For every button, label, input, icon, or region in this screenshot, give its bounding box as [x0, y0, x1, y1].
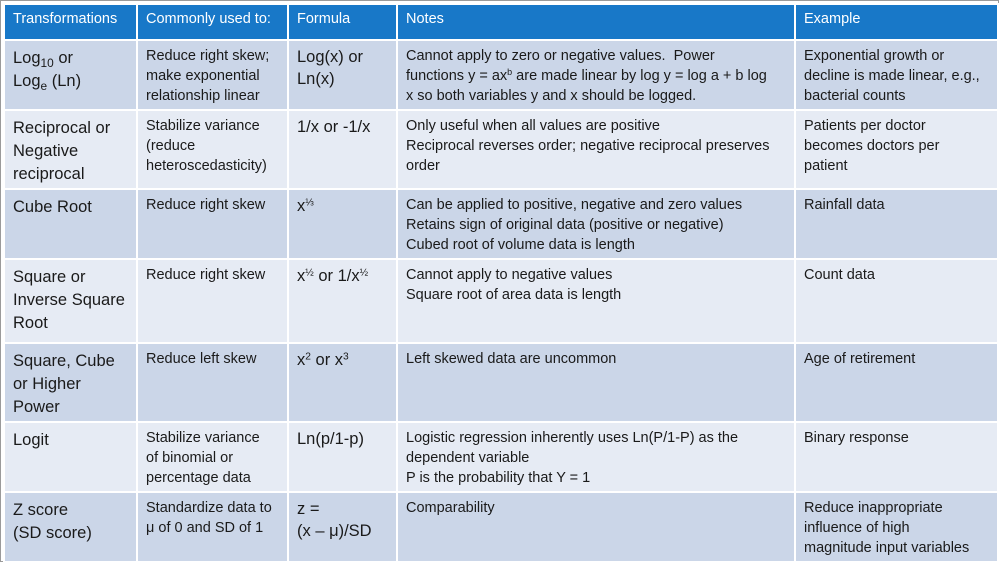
notes-cell: [397, 110, 795, 189]
transformation-line: or Higher: [13, 375, 81, 393]
transformation-line: reciprocal: [13, 165, 85, 183]
used-to-line: Reduce right skew: [146, 267, 266, 283]
transformation-cell: [4, 492, 137, 562]
notes-line: x so both variables y and x should be logged.: [406, 88, 697, 104]
used-to-cell: [137, 343, 288, 422]
table-row: [4, 40, 998, 110]
transformation-line: Square, Cube: [13, 352, 115, 370]
header-example: Example: [795, 4, 998, 40]
formula-part: x: [297, 351, 306, 369]
superscript: b: [507, 67, 513, 78]
formula-part: 1/x: [337, 267, 360, 285]
used-to-line: Reduce left skew: [146, 351, 257, 367]
used-to-cell: [137, 40, 288, 110]
example-line: becomes doctors per: [804, 138, 940, 154]
notes-line: Cubed root of volume data is length: [406, 237, 635, 253]
transformation-cell: [4, 343, 137, 422]
formula-cell: [288, 110, 397, 189]
formula-line: 1/x or -1/x: [297, 118, 371, 136]
formula-part: x: [297, 267, 306, 285]
header-commonly-used-to: Commonly used to:: [137, 4, 288, 40]
notes-line: order: [406, 158, 440, 174]
example-line: influence of high: [804, 520, 910, 536]
example-cell: [795, 189, 998, 259]
formula-line: Ln(x): [297, 70, 335, 88]
notes-line: Can be applied to positive, negative and zero values: [406, 197, 743, 213]
example-cell: [795, 422, 998, 492]
formula-cell: [288, 343, 397, 422]
table-row: [4, 189, 998, 259]
example-line: Rainfall data: [804, 197, 885, 213]
transformation-line: Root: [13, 314, 48, 332]
used-to-line: Stabilize variance: [146, 118, 260, 134]
transformation-line: Reciprocal or: [13, 119, 111, 137]
used-to-cell: [137, 422, 288, 492]
notes-cell: [397, 492, 795, 562]
example-line: Patients per doctor: [804, 118, 926, 134]
formula-base: x: [297, 197, 306, 215]
example-cell: [795, 343, 998, 422]
example-line: Count data: [804, 267, 875, 283]
formula-part: or: [310, 351, 335, 369]
superscript: ⅓: [305, 197, 314, 209]
transformation-line: Power: [13, 398, 60, 416]
notes-line: are made linear by log y = log a + b log: [512, 68, 767, 84]
transformation-line: Negative: [13, 142, 79, 160]
example-line: Binary response: [804, 430, 909, 446]
formula-cell: [288, 492, 397, 562]
superscript: 3: [343, 351, 349, 363]
superscript: 2: [305, 351, 311, 363]
used-to-cell: [137, 259, 288, 343]
header-transformations: Transformations: [4, 4, 137, 40]
table-row: [4, 259, 998, 343]
transformation-line: Cube Root: [13, 198, 92, 216]
notes-cell: [397, 343, 795, 422]
notes-line: Comparability: [406, 500, 495, 516]
subscript: e: [40, 79, 48, 94]
notes-line: Cannot apply to negative values: [406, 267, 613, 283]
formula-line: Log(x) or: [297, 48, 364, 66]
notes-cell: [397, 189, 795, 259]
table-row: [4, 422, 998, 492]
transformation-line: Logit: [13, 431, 49, 449]
transformation-cell: [4, 259, 137, 343]
example-cell: [795, 259, 998, 343]
table-row: [4, 492, 998, 562]
example-cell: [795, 110, 998, 189]
formula-line: Ln(p/1-p): [297, 430, 364, 448]
transformation-line: (SD score): [13, 524, 92, 542]
notes-cell: [397, 259, 795, 343]
example-line: Reduce inappropriate: [804, 500, 943, 516]
notes-line: Only useful when all values are positive: [406, 118, 660, 134]
transformation-text: (Ln): [47, 72, 82, 90]
formula-line: (x – μ)/SD: [297, 522, 372, 540]
used-to-cell: [137, 492, 288, 562]
header-row: [4, 4, 998, 40]
header-formula: Formula: [288, 4, 397, 40]
example-line: bacterial counts: [804, 88, 906, 104]
transformation-line: Z score: [13, 501, 69, 519]
transformation-line: Inverse Square: [13, 291, 125, 309]
transformations-table: [3, 3, 999, 563]
used-to-line: Reduce right skew;: [146, 48, 270, 64]
notes-line: Logistic regression inherently uses Ln(P/1-P) as the: [406, 430, 739, 446]
example-line: Age of retirement: [804, 351, 916, 367]
used-to-line: percentage data: [146, 470, 251, 486]
superscript: ½: [305, 267, 314, 279]
example-line: Exponential growth or: [804, 48, 945, 64]
example-cell: [795, 40, 998, 110]
transformation-line: Square or: [13, 268, 86, 286]
header-notes: Notes: [397, 4, 795, 40]
notes-line: Square root of area data is length: [406, 287, 622, 303]
used-to-cell: [137, 110, 288, 189]
transformation-text: or: [53, 49, 74, 67]
formula-cell: [288, 40, 397, 110]
example-line: magnitude input variables: [804, 540, 970, 556]
formula-line: z =: [297, 500, 320, 518]
notes-line: Cannot apply to zero or negative values. Power: [406, 48, 715, 64]
used-to-line: Stabilize variance: [146, 430, 260, 446]
transformation-text: Log: [13, 49, 41, 67]
formula-cell: [288, 189, 397, 259]
formula-part: or: [313, 267, 338, 285]
transformation-cell: [4, 110, 137, 189]
example-cell: [795, 492, 998, 562]
used-to-line: Standardize data to: [146, 500, 272, 516]
notes-line: Retains sign of original data (positive or negative): [406, 217, 724, 233]
transformation-text: Log: [13, 72, 41, 90]
used-to-line: make exponential: [146, 68, 260, 84]
superscript: ½: [359, 267, 369, 279]
used-to-line: Reduce right skew: [146, 197, 266, 213]
notes-cell: [397, 422, 795, 492]
transformation-cell: [4, 422, 137, 492]
used-to-cell: [137, 189, 288, 259]
used-to-line: (reduce: [146, 138, 196, 154]
example-line: decline is made linear, e.g.,: [804, 68, 980, 84]
notes-line: functions y = ax: [406, 68, 508, 84]
notes-line: P is the probability that Y = 1: [406, 470, 591, 486]
used-to-line: μ of 0 and SD of 1: [146, 520, 264, 536]
used-to-line: of binomial or: [146, 450, 234, 466]
table-row: [4, 110, 998, 189]
formula-part: x: [334, 351, 344, 369]
notes-line: Left skewed data are uncommon: [406, 351, 617, 367]
used-to-line: relationship linear: [146, 88, 260, 104]
used-to-line: heteroscedasticity): [146, 158, 267, 174]
notes-line: dependent variable: [406, 450, 530, 466]
transformation-cell: [4, 40, 137, 110]
formula-cell: [288, 259, 397, 343]
formula-cell: [288, 422, 397, 492]
example-line: patient: [804, 158, 848, 174]
table-row: [4, 343, 998, 422]
notes-line: Reciprocal reverses order; negative reciprocal preserves: [406, 138, 770, 154]
transformation-cell: [4, 189, 137, 259]
notes-cell: [397, 40, 795, 110]
subscript: 10: [40, 56, 54, 71]
